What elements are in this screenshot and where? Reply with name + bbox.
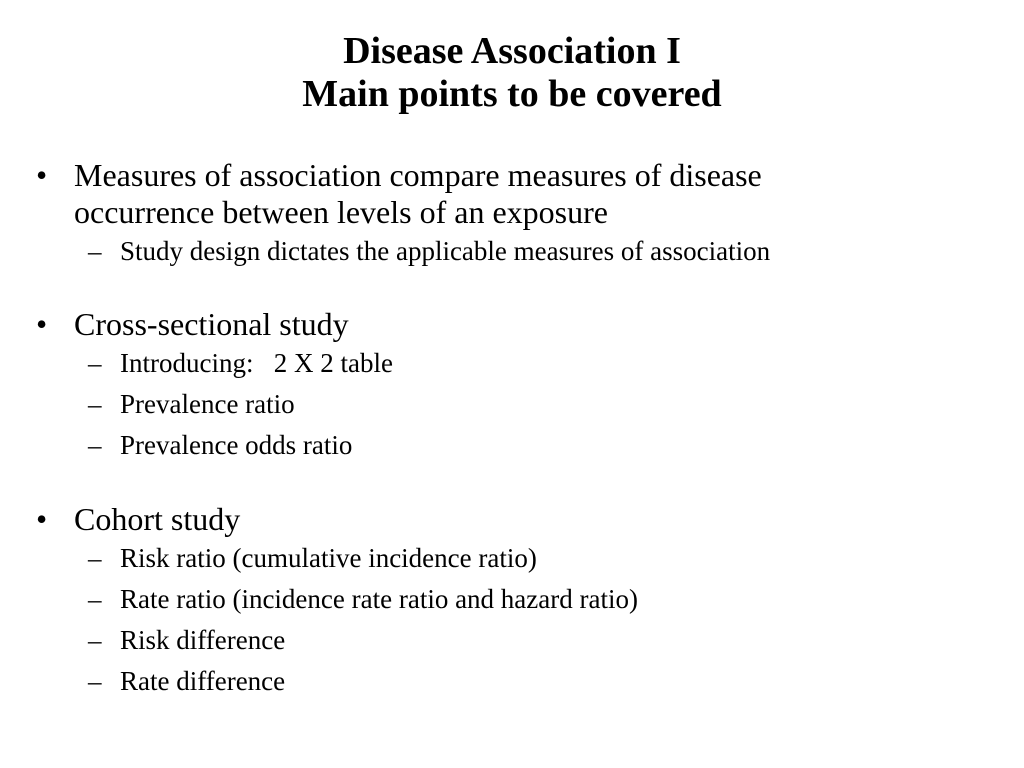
- dash-icon: –: [88, 625, 102, 655]
- bullet-text-line-1: Measures of association compare measures of disease: [74, 157, 762, 193]
- slide-title: [0, 30, 1024, 116]
- dash-icon: –: [88, 584, 102, 614]
- spacer: [30, 272, 990, 306]
- subitem-risk-difference: [30, 620, 990, 661]
- title-line-1: Disease Association I: [343, 30, 681, 72]
- subitem-text: Rate difference: [120, 666, 286, 696]
- subitem-text: Rate ratio (incidence rate ratio and hazard ratio): [120, 584, 638, 614]
- subitem-2x2-table: [30, 343, 990, 384]
- title-line-2: Main points to be covered: [302, 73, 722, 115]
- dash-icon: –: [88, 666, 102, 696]
- subitem-text: Prevalence ratio: [120, 389, 295, 419]
- subitem-rate-difference: [30, 661, 990, 702]
- subitem-study-design: [30, 231, 990, 272]
- spacer: [30, 466, 990, 501]
- subitem-prevalence-ratio: [30, 384, 990, 425]
- bullet-text: Cohort study: [74, 501, 241, 537]
- bullet-dot-icon: •: [36, 501, 48, 537]
- subitem-text: Risk ratio (cumulative incidence ratio): [120, 543, 537, 573]
- bullet-dot-icon: •: [36, 306, 48, 342]
- subitem-prevalence-odds-ratio: [30, 425, 990, 466]
- bullet-cohort-study: [30, 501, 990, 538]
- bullet-text: Cross-sectional study: [74, 306, 349, 342]
- dash-icon: –: [88, 236, 102, 266]
- subitem-risk-ratio: [30, 538, 990, 579]
- bullet-text-line-2: occurrence between levels of an exposure: [74, 194, 608, 230]
- dash-icon: –: [88, 543, 102, 573]
- subitem-text: Prevalence odds ratio: [120, 430, 353, 460]
- subitem-text: Study design dictates the applicable measures of association: [120, 236, 771, 266]
- subitem-text: Risk difference: [120, 625, 286, 655]
- dash-icon: –: [88, 389, 102, 419]
- bullet-cross-sectional-study: [30, 306, 990, 343]
- dash-icon: –: [88, 430, 102, 460]
- bullet-measures-of-association: [30, 157, 990, 231]
- dash-icon: –: [88, 348, 102, 378]
- subitem-rate-ratio: [30, 579, 990, 620]
- slide-content: [30, 157, 990, 702]
- subitem-text: Introducing: 2 X 2 table: [120, 348, 393, 378]
- bullet-dot-icon: •: [36, 157, 48, 193]
